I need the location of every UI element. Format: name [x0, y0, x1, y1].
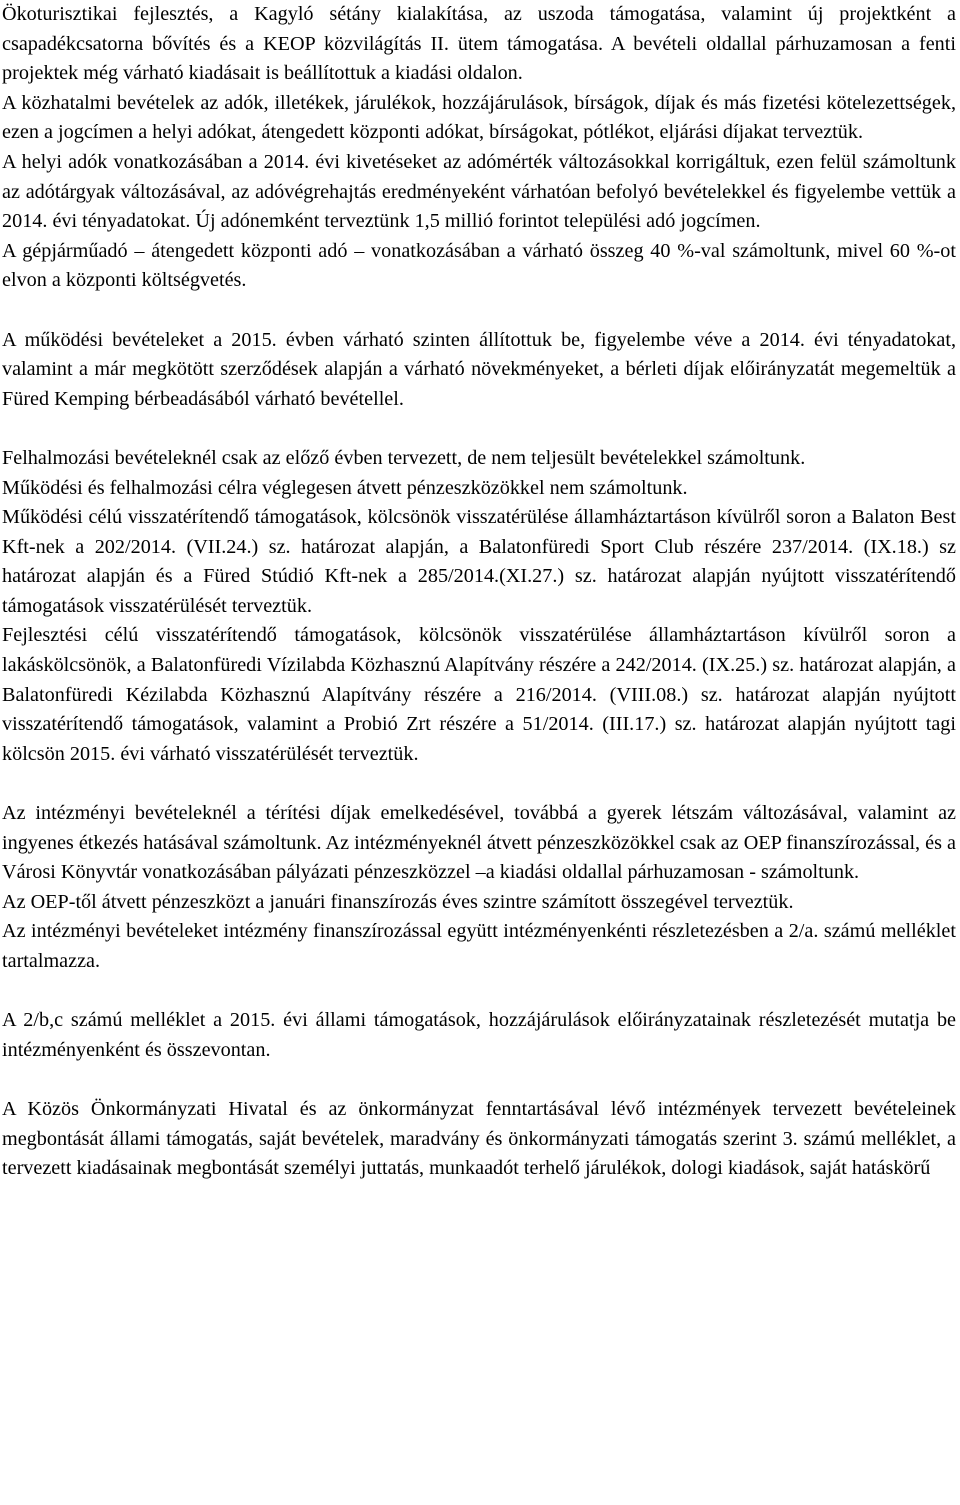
paragraph-joint-office: A Közös Önkormányzati Hivatal és az önkormányzat fenntartásával lévő intézmények tervezett bevételeinek megbontását állami támogatás, saját bevételek, maradvány és önkormányzati támogatás szerint 3. számú melléklet, a tervezett kiadásainak megbontását személyi juttatás, munkaadót terhelő járulékok, dologi kiadások, saját hatáskörű	[2, 1097, 956, 1180]
paragraph-gap	[2, 1065, 956, 1095]
paragraph-appendix-2bc: A 2/b,c számú melléklet a 2015. évi állami támogatások, hozzájárulások előirányzatainak részletezését mutatja be intézményenként és összevontan.	[2, 1009, 956, 1061]
paragraph-gap	[2, 977, 956, 1007]
paragraph-development-loans: Fejlesztési célú visszatérítendő támogatások, kölcsönök visszatérülése államháztartáson kívülről soron a lakáskölcsönök, a Balatonfüredi Vízilabda Közhasznú Alapítvány részére a 242/2014. (IX.25.) sz. határozat alapján, a Balatonfüredi Kézilabda Közhasznú Alapítvány részére a 216/2014. (VIII.08.) sz. határozat alapján nyújtott visszatérítendő támogatások, valamint a Probió Zrt részére a 51/2014. (III.17.) sz. határozat alapján nyújtott tagi kölcsön 2015. évi várható visszatérülését terveztük.	[2, 624, 956, 765]
paragraph-vehicle-tax: A gépjárműadó – átengedett központi adó – vonatkozásában a várható összeg 40 %-val számoltunk, mivel 60 %-ot elvon a központi költségvetés.	[2, 239, 956, 292]
paragraph-project-continuation: Ökoturisztikai fejlesztés, a Kagyló sétány kialakítása, az uszoda támogatása, valamint új projektként a csapadékcsatorna bővítés és a KEOP közvilágítás II. ütem támogatása. A bevételi oldallal párhuzamosan a fenti projektek még várható kiadásait is beállítottuk a kiadási oldalon.	[2, 3, 956, 85]
paragraph-operating-loans: Működési célú visszatérítendő támogatások, kölcsönök visszatérülése államháztartáson kívülről soron a Balaton Best Kft-nek a 202/2014. (VII.24.) sz. határozat alapján, a Balatonfüredi Sport Club részére 237/2014. (IX.18.) sz határozat alapján és a Füred Stúdió Kft-nek a 285/2014.(XI.27.) sz. határozat alapján nyújtott visszatérítendő támogatások visszatérülését terveztük.	[2, 506, 956, 617]
document-page	[2, 0, 956, 1184]
paragraph-capital-revenues: Felhalmozási bevételeknél csak az előző évben tervezett, de nem teljesült bevételekkel számoltunk.	[2, 446, 806, 469]
paragraph-local-taxes: A helyi adók vonatkozásában a 2014. évi kivetéseket az adómérték változásokkal korrigáltuk, ezen felül számoltunk az adótárgyak változásával, az adóvégrehajtás eredményeként várhatóan befolyó bevételekkel és figyelembe vettük a 2014. évi tényadatokat. Új adónemként terveztünk 1,5 millió forintot települési adó jogcímen.	[2, 150, 956, 233]
paragraph-gap	[2, 414, 956, 444]
paragraph-gap	[2, 296, 956, 326]
paragraph-public-revenues: A közhatalmi bevételek az adók, illetékek, járulékok, hozzájárulások, bírságok, díjak és más fizetési kötelezettségek, ezen a jogcímen a helyi adókat, átengedett központi adókat, bírságokat, pótlékot, eljárási díjakat terveztük.	[2, 91, 956, 144]
paragraph-institutional-revenues: Az intézményi bevételeknél a térítési díjak emelkedésével, továbbá a gyerek létszám változásával, valamint az ingyenes étkezés hatásával számoltunk. Az intézményeknél átvett pénzeszközökkel csak az OEP finanszírozással, és a Városi Könyvtár vonatkozásában pályázati pénzeszközzel –a kiadási oldallal párhuzamosan - számoltunk.	[2, 802, 956, 884]
paragraph-operating-revenues: A működési bevételeket a 2015. évben várható szinten állítottuk be, figyelembe véve a 2014. évi tényadatokat, valamint a már megkötött szerződések alapján a várható növekményeket, a bérleti díjak előirányzatát megemeltük a Füred Kemping bérbeadásából várható bevétellel.	[2, 328, 956, 410]
paragraph-oep-funds: Az OEP-től átvett pénzeszközt a januári finanszírozás éves szintre számított összegével terveztük.	[2, 890, 794, 913]
paragraph-appendix-2a: Az intézményi bevételeket intézmény finanszírozással együtt intézményenkénti részletezésben a 2/a. számú melléklet tartalmazza.	[2, 920, 956, 972]
paragraph-gap	[2, 769, 956, 799]
paragraph-transferred-funds: Működési és felhalmozási célra véglegesen átvett pénzeszközökkel nem számoltunk.	[2, 476, 688, 499]
